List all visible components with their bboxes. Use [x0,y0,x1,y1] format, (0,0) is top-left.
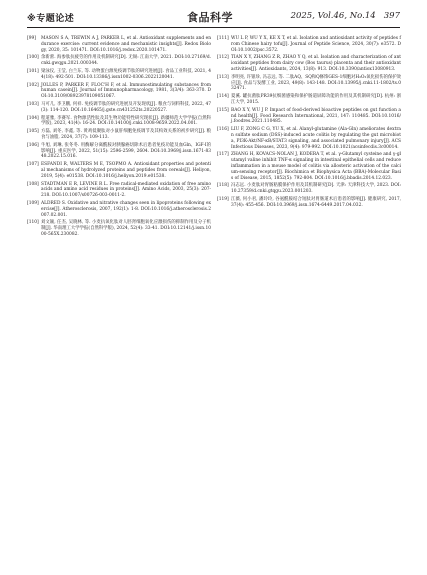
reference-text: MASON S A, TREWIN A J, PARKER L, et al. Antioxidant supplements and endurance exercise: current evidence and mechanistic insights[J]. Redox Biology, 2020, 35: 101471. DOI:10.1016/j.redox.2020.101471. [41,36,211,53]
references-right-column [217,36,401,211]
reference-number: [117] [217,152,229,158]
reference-entry [27,162,211,179]
reference-number: [108] [27,181,39,187]
reference-number: [101] [27,68,39,74]
reference-text: 江薇, 何小君, 潘玲玲, 谷氨酰胺结合短肽对胃肠道术后患者的影响[J]. 健康研究, 2017, 37(4): 455-456. DOI:10.3969/j.issn.1674-6449.2017.04.032. [231,196,401,208]
reference-entry [27,143,211,160]
section-label: ※专题论述 [27,14,75,24]
reference-text: 冯志远. 小麦肽对胃肠粘膜保护作用及其机制研究[D]. 天津: 天津科技大学, 2023. DOI:10.27359/d.cnki.gtqgu.2023.001203. [231,183,401,195]
reference-entry [27,116,211,128]
reference-text: BAO X Y, WU J P. Impact of food-derived bioactive peptides on gut function and health[J]. Food Research International, 2021, 147: 110485. DOI:10.1016/j.foodres.2021.110485. [231,107,401,125]
reference-number: [103] [27,101,39,107]
reference-number: [104] [27,115,39,121]
reference-entry [217,108,401,125]
reference-number: [110] [27,220,39,226]
reference-number: [107] [27,162,39,168]
reference-text: JOLLES P, PARKER F, FLOC'H F, et al. Immunostimulating substances from human casein[J]. Journal of Immunopharmacology, 1981, 3(3/4): 363-370. DOI:10.3109/08923978109051067. [41,82,211,100]
reference-number: [118] [217,183,229,189]
reference-entry [27,182,211,199]
reference-entry [27,129,211,141]
reference-number: [111] [217,36,229,41]
reference-entry [217,127,401,150]
reference-entry [217,94,401,106]
page-number: 397 [383,11,400,21]
reference-text: 程道雅, 李赛军. 食物源活性肽及其生物功能特性研究现状[J]. 新疆师范大学学报(自然科学版), 2023, 41(4): 16-24. DOI:10.14100/j.cnki.1008-9659.2022.04.001. [41,115,211,127]
reference-number: [116] [217,127,229,133]
reference-number: [109] [27,200,39,206]
reference-text: 梁泳仪, 王莹, 白兰东, 等. 动物蛋白源免疫调节肽的研究进展[J]. 食品工业科技, 2021, 44(18): 492-501. DOI:10.13386/j.issn1002-0306.2022120041. [41,68,211,80]
issue-info: 2025, Vol.46, No.14 [290,11,376,21]
references-left-column [27,36,211,240]
reference-text: ALDRED S. Oxidative and nitrative changes seen in lipoproteins following exercise[J]. Atherosclerosis, 2007, 192(1): 1-8. DOI:10.1016/j.atherosclerosis.2007.02.001. [41,200,211,218]
journal-title: 食品科学 [187,11,233,24]
reference-entry [217,183,401,195]
reference-text: 马可儿, 李卫鹏, 何祥. 免疫调节肽的研究进展及开发现状[J]. 粮食与饲料科技, 2022, 47(3): 114-120. DOI:10.16465/j.gste.cn431252ts.20220527. [41,101,211,113]
reference-number: [106] [27,142,39,148]
issue-and-page [291,11,400,21]
reference-entry [27,36,211,53]
reference-number: [112] [217,55,229,61]
reference-entry [27,55,211,67]
reference-entry [27,201,211,218]
reference-entry [217,36,401,53]
reference-number: [105] [27,129,39,135]
reference-text: ZHANG H, KOVACS-NOLAN J, KODERA T, et al. γ-Glutamyl cysteine and γ-glutamyl valine inhibit TNF-α signaling in intestinal epithelial cells and reduce inflammation in a mouse model of colitis via allosteric activation of the calcium-sensing receptor[J]. Biochimica et Biophysica Acta (BBA)-Molecular Basis of Disease, 2015, 1852(5): 792-804. DOI:10.1016/j.bbadis.2014.12.023. [231,152,401,181]
reference-number: [113] [217,74,229,80]
reference-text: TIAN X Y, ZHANG Z R, ZHAO Y Q, et al. Isolation and characterization of antioxidant peptides from dairy cow (Bos taurus) placenta and their antioxidant activities[J]. Antioxidants, 2024, 13(8): 913. DOI:10.3390/antiox13080913. [231,55,401,72]
reference-text: 夏溪. 罐抗菌肽PR39抗细菌感染和保护肠道屏障功能的作用及其机制研究[D]. 杭州: 浙江大学, 2015. [231,94,401,105]
reference-entry [217,197,401,209]
reference-entry [217,55,401,72]
page-header [27,10,400,24]
reference-number: [119] [217,196,229,202]
reference-text: STADTMAN E R, LEVINE R L. Free radical-mediated oxidation of free amino acids and amino acid residues in proteins[J]. Amino Acids, 2003, 25(3): 207-218. DOI:10.1007/s00726-003-0011-2. [41,181,211,199]
reference-number: [114] [217,94,229,100]
reference-entry [27,220,211,237]
reference-text: 刘文颖, 任杰, 吴晓林, 等. 小麦抗氧化肽对人胚肾细胞氧化应激损伤的抑制作用及分子机制[J]. 华南理工大学学报(自然科学版), 2024, 52(4): 33-41. DOI:10.12141/j.issn.1000-565X.230082. [41,220,211,237]
reference-text: 牛旭, 刘琳, 张冬冬. 用酶解分离酰胺对胰腺癌切除术后患者免疫功能及血Gln、IGF-I的影响[J]. 重庆医学, 2022, 51(15): 2596-2599, 2604. DOI:10.3969/j.issn.1671-8348.2022.15.016. [41,142,211,160]
reference-number: [100] [27,55,39,61]
reference-text: LIU F, ZONG C G, YU X, et al. Alanyl-glutamine (Ala-Gln) ameliorates dextran sulfate sodium (DSS)-induced acute colitis by regulating the gut microbiota, PI3K-Akt/NF-κB/STAT3 signaling, and associated pulmonary injury[J]. ACS Infectious Diseases, 2023, 9(4): 979-992. DOI:10.1021/acsinfecdis.3c00014. [231,127,401,150]
reference-text: 方磊, 刘冬, 李鑫, 等. 黄鸡低聚肽对小鼠肝细胞免疫调节及其构效关系的初步研究[J]. 粮食与油脂, 2024, 37(7): 109-113. [41,129,211,140]
reference-entry [27,102,211,114]
reference-number: [99] [27,36,36,41]
reference-text: 李明亮, 许银珍, 冯志远, 等. 二肽AQ、SQ和Q修饰GES-1细胞对H₂O₂氧化损伤的保护效应[J]. 食品与发酵工业, 2023, 49(8): 143-148. DOI:10.13995/j.cnki.11-1802/ts.032471. [231,74,401,92]
reference-entry [217,75,401,92]
reference-entry [27,83,211,100]
reference-entry [217,152,401,181]
reference-text: 余新蕾. 海参肽抗疲劳的作用及机制研究[D]. 无锡: 江南大学, 2021. DOI:10.27169/d.cnki.gwqgu.2021.000344. [41,55,211,67]
reference-text: ESFANDI R, WALTERS M E, TSOPMO A. Antioxidant properties and potential mechanisms of hydrolyzed proteins and peptides from cereals[J]. Heliyon, 2019, 5(4): e01538. DOI:10.1016/j.heliyon.2019.e01538. [41,162,211,179]
reference-entry [27,69,211,81]
reference-number: [102] [27,82,39,88]
reference-number: [115] [217,107,229,113]
reference-text: WU L P, WU Y X, KE X T, et al. Isolation and antioxidant activity of peptides from Chinese hairy tofu[J]. Journal of Peptide Science, 2024, 30(7): e3572. DOI:10.1002/psc.3572. [231,36,401,53]
header-rule [27,27,400,28]
